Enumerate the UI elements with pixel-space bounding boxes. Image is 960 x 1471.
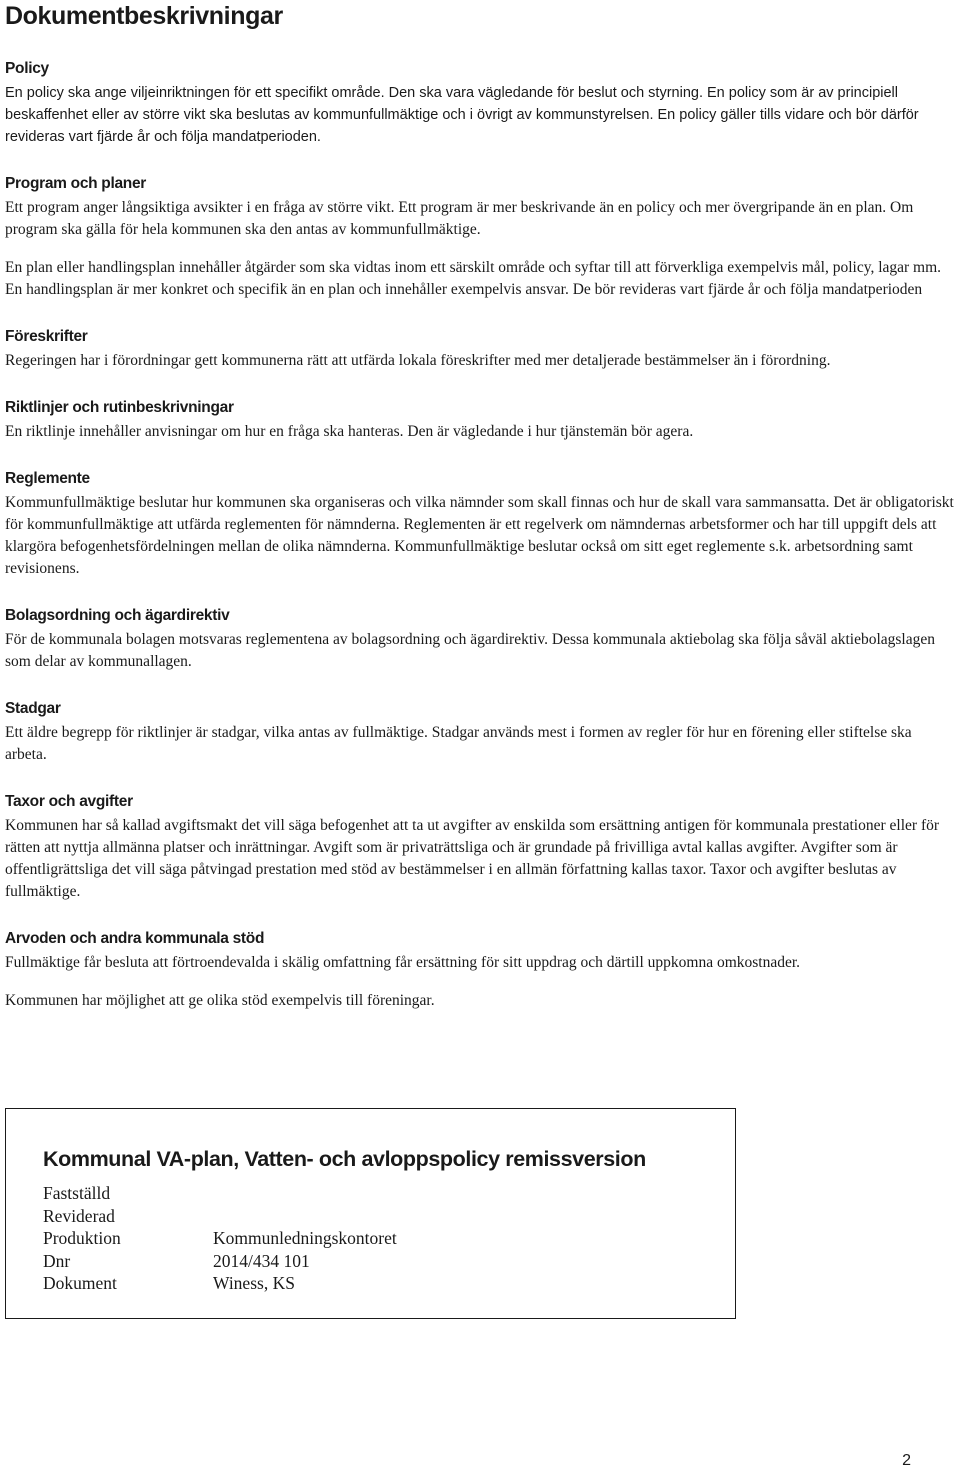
document-info-label: Fastställd — [43, 1183, 111, 1203]
page-number: 2 — [902, 1452, 911, 1469]
document-info-row — [43, 1227, 397, 1250]
section-bolagsordning — [5, 605, 957, 673]
section-heading: Stadgar — [5, 700, 61, 717]
document-info-box — [5, 1108, 736, 1319]
section-heading: Arvoden och andra kommunala stöd — [5, 930, 265, 947]
section-paragraph: En policy ska ange viljeinriktningen för ett specifikt område. Den ska vara vägledande för beslut och styrning. En policy som är av principiell beskaffenhet eller av större vikt ska beslutas av kommunfullmäktige och i övrigt av kommunstyrelsen. En policy gäller tills vidare och bör därför revideras vart fjärde år och följa mandatperioden. — [5, 85, 919, 145]
section-foreskrifter — [5, 326, 957, 372]
section-heading: Föreskrifter — [5, 328, 88, 345]
document-content — [5, 58, 957, 1037]
section-stadgar — [5, 698, 957, 766]
document-info-value: 2014/434 101 — [213, 1250, 310, 1271]
section-heading: Policy — [5, 60, 49, 77]
section-heading: Reglemente — [5, 470, 90, 487]
document-info-row — [43, 1205, 397, 1228]
page-title: Dokumentbeskrivningar — [5, 2, 283, 30]
section-paragraph: Fullmäktige får besluta att förtroendevalda i skälig omfattning får ersättning för sitt uppdrag och därtill uppkomna omkostnader. — [5, 954, 801, 971]
document-info-row — [43, 1250, 397, 1273]
section-arvoden — [5, 928, 957, 1012]
section-program-och-planer — [5, 173, 957, 301]
document-info-table — [43, 1182, 397, 1295]
section-heading: Riktlinjer och rutinbeskrivningar — [5, 399, 234, 416]
document-info-value: Winess, KS — [213, 1273, 295, 1294]
section-policy — [5, 58, 957, 148]
document-info-row — [43, 1182, 397, 1205]
section-paragraph: Ett äldre begrepp för riktlinjer är stadgar, vilka antas av fullmäktige. Stadgar används mest i formen av regler för hur en förening eller stiftelse ska arbeta. — [5, 724, 912, 763]
document-info-value: Kommunledningskontoret — [213, 1228, 397, 1249]
section-paragraph: Kommunen har möjlighet att ge olika stöd exempelvis till föreningar. — [5, 992, 435, 1009]
document-info-label: Dnr — [43, 1250, 71, 1271]
section-heading: Program och planer — [5, 175, 147, 192]
document-info-row — [43, 1272, 397, 1295]
section-taxor — [5, 791, 957, 903]
section-heading: Bolagsordning och ägardirektiv — [5, 607, 230, 624]
section-reglemente — [5, 468, 957, 580]
section-paragraph: Kommunen har så kallad avgiftsmakt det vill säga befogenhet att ta ut avgifter av enskilda som ersättning antigen för kommunala prestationer eller för rätten att nyttja allmänna platser och inrättningar. Avgift som är privaträttsliga och är grundade på frivilliga avtal kallas avgifter. Avgifter som är offentligrättsliga det vill säga påtvingad prestation med stöd av bestämmelser i en allmän författning kallas taxor. Taxor och avgifter beslutas av fullmäktige. — [5, 817, 940, 900]
section-riktlinjer — [5, 397, 957, 443]
section-heading: Taxor och avgifter — [5, 793, 133, 810]
section-paragraph: Ett program anger långsiktiga avsikter i en fråga av större vikt. Ett program är mer beskrivande än en policy och mer övergripande än en plan. Om program ska gälla för hela kommunen ska den antas av kommunfullmäktige. — [5, 199, 914, 238]
section-paragraph: En plan eller handlingsplan innehåller åtgärder som ska vidtas inom ett särskilt område och syftar till att förverkliga exempelvis mål, policy, lagar mm. En handlingsplan är mer konkret och specifik än en plan och innehåller exempelvis ansvar. De bör revideras vart fjärde år och följa mandatperioden — [5, 259, 942, 298]
document-info-title: Kommunal VA-plan, Vatten- och avloppspolicy remissversion — [43, 1147, 646, 1171]
document-info-label: Reviderad — [43, 1205, 115, 1226]
section-paragraph: Regeringen har i förordningar gett kommunerna rätt att utfärda lokala föreskrifter med mer detaljerade bestämmelser än i förordning. — [5, 352, 831, 369]
section-paragraph: En riktlinje innehåller anvisningar om hur en fråga ska hanteras. Den är vägledande i hur tjänstemän bör agera. — [5, 423, 694, 440]
document-info-label: Produktion — [43, 1228, 121, 1249]
section-paragraph: Kommunfullmäktige beslutar hur kommunen ska organiseras och vilka nämnder som skall finnas och hur de skall vara sammansatta. Det är obligatoriskt för kommunfullmäktige att utfärda reglementen för nämnderna. Reglementen är ett regelverk om nämndernas arbetsformer och har till uppgift dels att klargöra befogenhetsfördelningen mellan de olika nämnderna. Kommunfullmäktige beslutar också om sitt eget reglemente s.k. arbetsordning samt revisionens. — [5, 494, 954, 577]
section-paragraph: För de kommunala bolagen motsvaras reglementena av bolagsordning och ägardirektiv. Dessa kommunala aktiebolag ska följa såväl aktiebolagslagen som delar av kommunallagen. — [5, 631, 935, 670]
document-info-label: Dokument — [43, 1273, 117, 1294]
